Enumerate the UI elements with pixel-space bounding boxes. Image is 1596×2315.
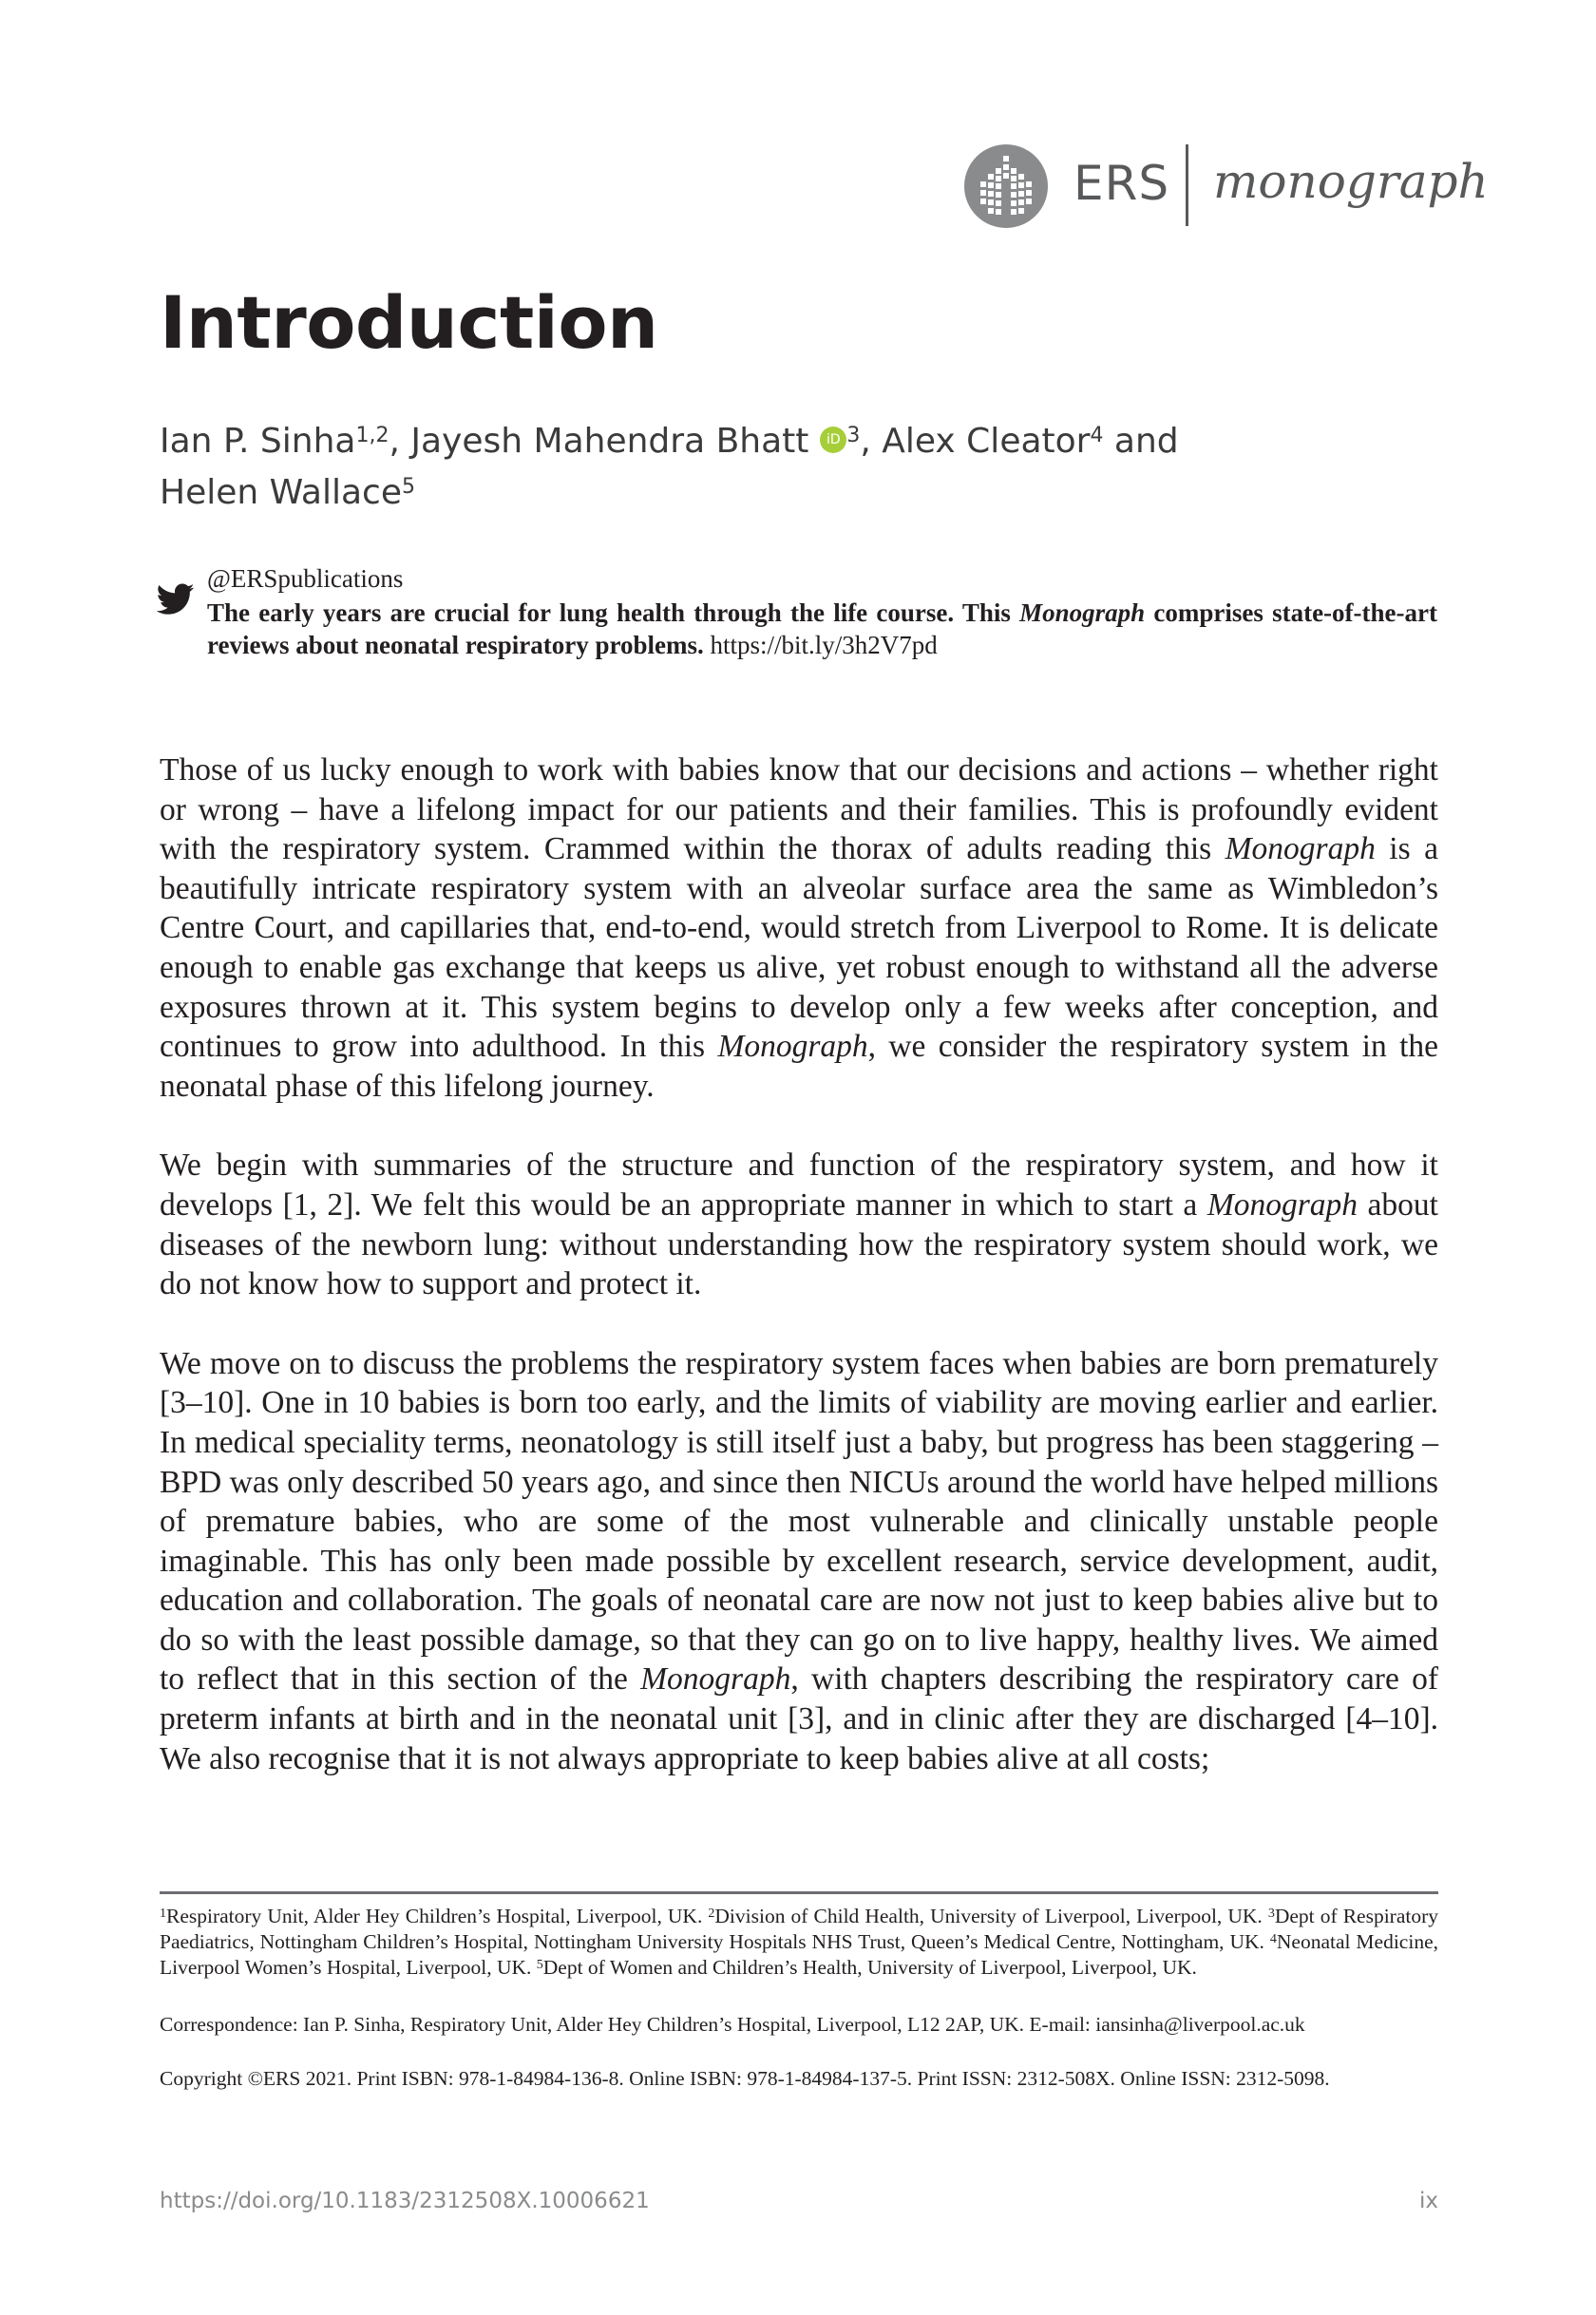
- logo-ers-text: ERS: [1074, 156, 1170, 211]
- affiliation-text: Dept of Respiratory Paediatrics, Nottingham Children’s Hospital, Nottingham University Hospitals NHS Trust, Queen’s Medical Centre, Nottingham, UK.: [160, 1905, 1438, 1953]
- copyright-footnote: Copyright ©ERS 2021. Print ISBN: 978-1-84984-136-8. Online ISBN: 978-1-84984-137-5. Print ISSN: 2312-508X. Online ISSN: 2312-5098.: [160, 2067, 1330, 2090]
- affiliation-sup: 5: [536, 1958, 543, 1972]
- paragraph-italic: Monograph: [1225, 831, 1376, 867]
- affiliation-text: Respiratory Unit, Alder Hey Children’s Hospital, Liverpool, UK.: [166, 1905, 709, 1927]
- affiliation-text: Neonatal Medicine, Liverpool Women’s Hospital, Liverpool, UK.: [160, 1930, 1438, 1979]
- author-name: Ian P. Sinha: [160, 422, 356, 461]
- author-list: [160, 416, 1433, 519]
- affiliations-footnote: [160, 1904, 1438, 1981]
- affiliation-sup: 2: [708, 1907, 715, 1921]
- body-paragraph: [160, 1344, 1438, 1779]
- paragraph-text: about diseases of the newborn lung: without understanding how the respiratory system should work, we do not know how to support and protect it.: [160, 1186, 1438, 1302]
- tweet-link[interactable]: https://bit.ly/3h2V7pd: [703, 631, 938, 659]
- author-affiliation-sup: 5: [402, 475, 415, 499]
- author-affiliation-sup: 3: [846, 424, 861, 447]
- orcid-icon[interactable]: iD: [820, 427, 846, 453]
- body-paragraph: [160, 750, 1438, 1106]
- author-separator: ,: [860, 422, 883, 461]
- paragraph-text: We move on to discuss the problems the respiratory system faces when babies are born prematurely [3–10]. One in 10 babies is born too early, and the limits of viability are moving earlier and earlier. In medical speciality terms, neonatology is still itself just a baby, but progress has been staggering – BPD was only described 50 years ago, and since then NICUs around the world have helped millions of premature babies, who are some of the most vulnerable and clinically unstable people imaginable. This has only been made possible by excellent research, service development, audit, education and collaboration. The goals of neonatal care are now not just to keep babies alive but to do so with the least possible damage, so that they can go on to live happy, healthy lives. We aimed to reflect that in this section of the: [160, 1345, 1438, 1698]
- paragraph-italic: Monograph: [640, 1661, 791, 1698]
- affiliation-sup: 3: [1267, 1907, 1275, 1921]
- affiliation-text: Dept of Women and Children’s Health, University of Liverpool, Liverpool, UK.: [542, 1956, 1197, 1979]
- affiliation-text: Division of Child Health, University of Liverpool, Liverpool, UK.: [714, 1905, 1268, 1927]
- tweet-text-part: comprises state-of-the-art reviews about neonatal respiratory problems.: [207, 598, 1437, 659]
- tweet-handle[interactable]: @ERSpublications: [207, 564, 404, 593]
- ers-monograph-logo: [964, 142, 1489, 228]
- ers-lungs-logo-icon: [964, 144, 1048, 228]
- tweet-text-part: The early years are crucial for lung health through the life course. This: [207, 598, 1020, 627]
- tweet-text: [207, 597, 1437, 661]
- affiliation-sup: 1: [160, 1907, 166, 1921]
- paragraph-italic: Monograph: [717, 1029, 868, 1065]
- body-paragraph: [160, 1146, 1438, 1303]
- author-and: and: [1103, 422, 1179, 461]
- author-affiliation-sup: 1,2: [355, 424, 390, 447]
- twitter-bird-icon: [157, 583, 195, 616]
- article-title: Introduction: [160, 280, 658, 365]
- paragraph-text: We begin with summaries of the structure and function of the respiratory system, and how it develops [1, 2]. We felt this would be an appropriate manner in which to start a: [160, 1148, 1438, 1223]
- logo-monograph-text: monograph: [1213, 154, 1489, 209]
- author-name: Jayesh Mahendra Bhatt: [410, 422, 809, 461]
- logo-divider: [1186, 144, 1188, 226]
- affiliation-sup: 4: [1269, 1932, 1277, 1946]
- paragraph-text: is a beautifully intricate respiratory system with an alveolar surface area the same as Wimbledon’s Centre Court, and capillaries that, end-to-end, would stretch from Liverpool to Rome. It is delicate enough to enable gas exchange that keeps us alive, yet robust enough to withstand all the adverse exposures thrown at it. This system begins to develop only a few weeks after conception, and continues to grow into adulthood. In this: [160, 831, 1438, 1065]
- paragraph-text: Those of us lucky enough to work with babies know that our decisions and actions – whether right or wrong – have a lifelong impact for our patients and their families. This is profoundly evident with the respiratory system. Crammed within the thorax of adults reading this: [160, 752, 1438, 867]
- author-separator: ,: [389, 422, 411, 461]
- author-name: Helen Wallace: [160, 473, 402, 512]
- doi-link[interactable]: https://doi.org/10.1183/2312508X.10006621: [160, 2189, 650, 2213]
- paragraph-text: , with chapters describing the respiratory care of preterm infants at birth and in the neonatal unit [3], and in clinic after they are discharged [4–10]. We also recognise that it is not always appropriate to keep babies alive at all costs;: [160, 1661, 1438, 1776]
- article-body: [160, 750, 1438, 1818]
- author-affiliation-sup: 4: [1090, 424, 1104, 447]
- correspondence-footnote: Correspondence: Ian P. Sinha, Respiratory Unit, Alder Hey Children’s Hospital, Liverpool, L12 2AP, UK. E-mail: iansinha@liverpool.ac.uk: [160, 2013, 1305, 2036]
- footnote-divider: [160, 1891, 1438, 1894]
- tweet-text-italic: Monograph: [1019, 598, 1146, 627]
- paragraph-text: , we consider the respiratory system in the neonatal phase of this lifelong journey.: [160, 1029, 1438, 1104]
- page-number: ix: [1418, 2189, 1438, 2213]
- author-name: Alex Cleator: [882, 422, 1091, 461]
- paragraph-italic: Monograph: [1206, 1186, 1358, 1223]
